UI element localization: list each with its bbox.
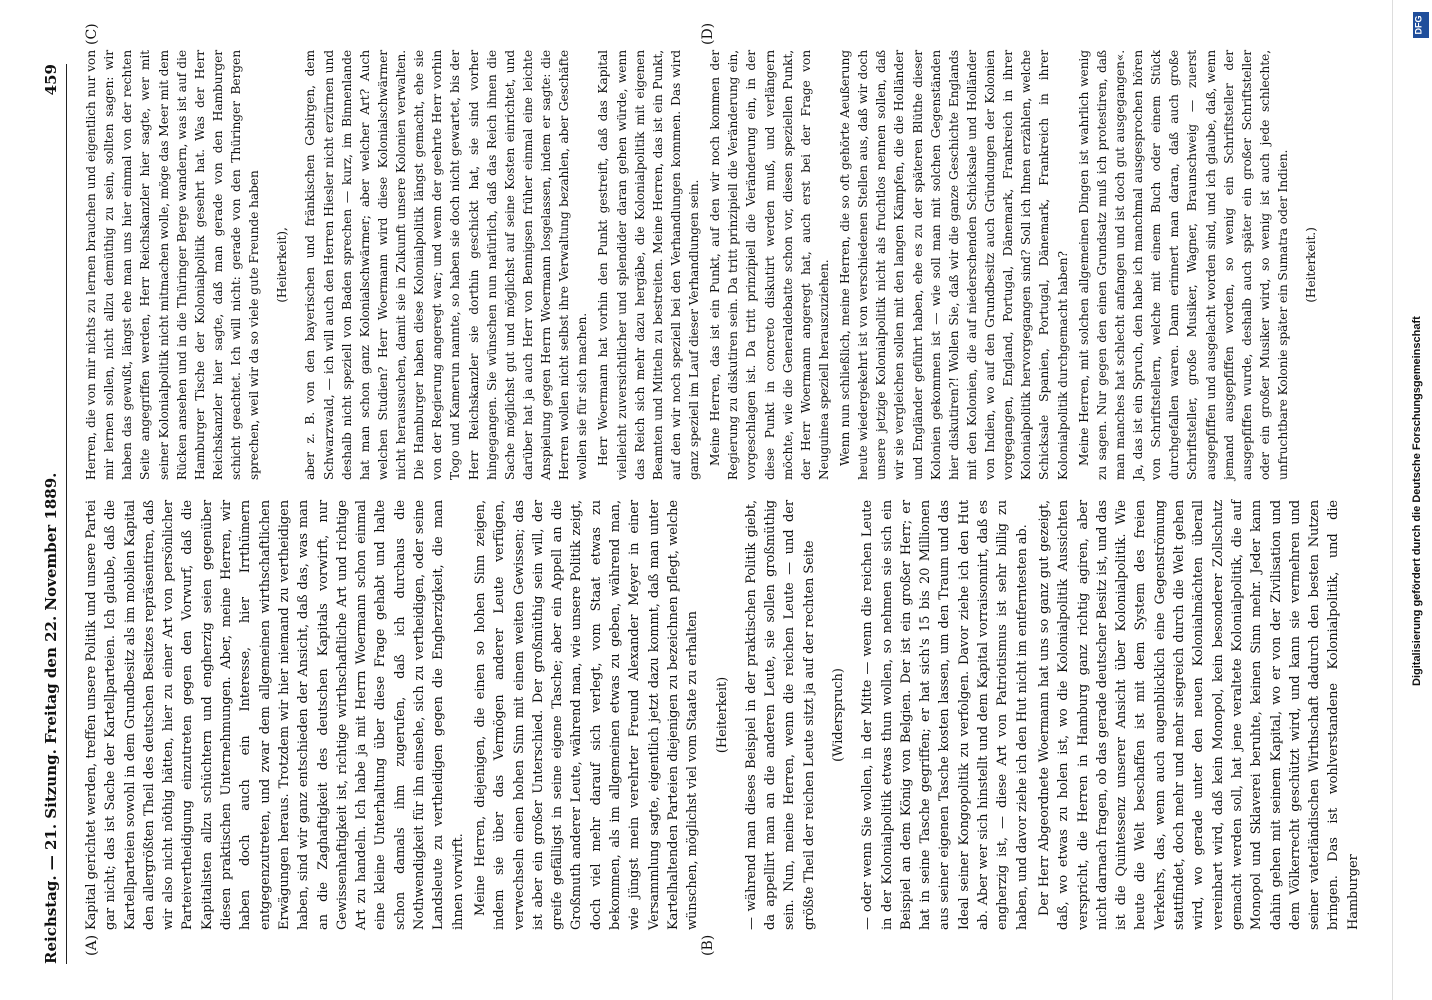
- page-header: [40, 64, 67, 964]
- margin-mark-a: (A): [84, 934, 100, 956]
- paragraph: Wenn nun schließlich, meine Herren, die so oft gehörte Aeußerung heute wiedergekehrt ist von verschiedenen Stellen aus, daß wir doch unsere jetzige Kolonialpolitik nicht als fruchtlos nennen sollen, daß wir sie vergleichen sollen mit den langen Kämpfen, die die Holländer und Engländer geführt haben, ehe es zu der späteren Blüthe dieser Kolonien gekommen ist — wie soll man mit solchen Gegenständen hier diskutiren?! Wollen Sie, daß wir die ganze Geschichte Englands mit den Kolonien, die auf niederschenden Schicksale und Holländer von Indien, wo auf den Grundbesitz auch Gründungen der Kolonien vorgegangen, England, Portugal, Dänemark, Frankreich in ihrer Kolonialpolitik hervorgegangen sind? Soll ich Ihnen erzählen, welche Schicksale Spanien, Portugal, Dänemark, Frankreich in ihrer Kolonialpolitik durchgemacht haben?: [838, 50, 1070, 480]
- paragraph: Meine Herren, diejenigen, die einen so hohen Sinn zeigen, indem sie über das Vermögen anderer Leute verfügen, verwechseln einen hohen Sinn mit einem weiten Gewissen; das ist aber ein großer Unterschied. Der großmüthig sein will, der greife gefälligst in seine eigene Tasche; aber ein Appell an die Großmuth anderer Leute, während man, wie unsere Politik zeigt, doch viel mehr darauf sich verlegt, vom Staat etwas zu bekommen, als im allgemeinen etwas zu geben, während man, wie jüngst mein verehrter Freund Alexander Meyer in einer Versammlung sagte, eigentlich jetzt dazu kommt, daß man unter Kartelhaltenden Parteien diejenigen zu bezeichnen pflegt, welche wünschen, möglichst viel vom Staate zu erhalten: [472, 500, 701, 930]
- dfg-logo: [1413, 12, 1429, 38]
- page-number: 459: [42, 64, 60, 96]
- paragraph: Herren, die von mir nichts zu lernen brauchen und eigentlich nur von mir lernen sollen, nicht allzu demüthig zu sein, sollten sagen: wir haben das gewußt, längst ehe man uns hier einmal von der rechten Seite angegriffen werden, Herr Reichskanzler hier sagte, wer mit seiner Kolonialpolitik nicht mitmachen wolle, möge das Meer mit dem Rücken ansehen und in die Thüringer Berge wandern, was ist auf die Hamburger Tische der Kolonialpolitik gesehrt hat. Was der Herr Reichskanzler hier sagte, daß man gerade von den Hamburger schicht geachtet. Ich will nicht: gerade von den Thüringer Bergen sprechen, weil wir da so viele gute Freunde haben: [84, 50, 262, 480]
- text-column-left: [82, 500, 1366, 930]
- paragraph: — oder wenn Sie wollen, in der Mitte — wenn die reichen Leute in der Kolonialpolitik etwas thun wollen, so nehmen sie sich ein Beispiel an dem König von Belgien. Der ist ein großer Herr; er hat in seine Tasche gegriffen; er hat sich's 15 bis 20 Millionen aus seiner eigenen Tasche kosten lassen, um den Traum und das Ideal seiner Kongopolitik zu verfolgen. Davor ziehe ich den Hut ab. Aber wer sich hinstellt und dem Kapital vorraisonnirt, daß es engherzig ist, — diese Art von Patriotismus ist sehr billig zu haben, und davor ziehe ich den Hut nicht im entferntesten ab.: [860, 500, 1030, 930]
- margin-mark-d: (D): [700, 22, 716, 45]
- paragraph: Meine Herren, das ist ein Punkt, auf den wir noch kommen der Regierung zu diskutiren sein. Da tritt prinzipiell die Veränderung ein, vorgeschlagen ist. Da tritt prinzipiell die Veränderung ein, in der diese Punkt in concreto diskutirt werden muß, und verlängern möchte, wie die Generaldebatte schon vor, diesen speziellen Punkt, der Herr Woermann angeregt hat, auch erst bei der Frage von Neuguinea speziell herauszuziehen.: [708, 50, 831, 480]
- paragraph: Kapital gerichtet werden, treffen unsere Politik und unsere Partei gar nicht; das ist Sache der Kartellparteien. Ich glaube, daß die Kartellparteien sowohl in dem Grundbesitz als im mobilen Kapital den allergrößten Theil des deutschen Besitzes repräsentiren, daß wir also nicht nöthig hätten, hier zu einer Art von persönlicher Parteivertheidigung einzutreten gegen den Vorwurf, daß die Kapitalisten allzu schüchtern und engherzig seien gegenüber diesen praktischen Unternehmungen. Aber, meine Herren, wir haben doch auch ein Interesse, hier Irrthümern entgegenzutreten, und zwar dem allgemeinen wirthschaftlichen Erwägungen heraus. Trotzdem wir hier niemand zu vertheidigen haben, sind wir ganz entschieden der Ansicht, daß das, was man an die Zaghaftigkeit des deutschen Kapitals vorwirft, nur Gewissenhaftigkeit ist, richtige wirthschaftliche Art und richtige Art zu handeln. Ich habe ja mit Herrn Woermann schon einmal eine kleine Unterhaltung über diese Frage gehabt und halte schon damals ihm zugerufen, daß ich durchaus die Nothwendigkeit für ihn einsehe, sich zu vertheidigen, oder seine Landsleute zu vertheidigen gegen die Engherzigkeit, die man ihnen vorwirft.: [84, 500, 466, 930]
- digitization-credit: [1397, 300, 1431, 700]
- credit-text: Digitalisierung gefördert durch die Deutsche Forschungsgemeinschaft: [1411, 316, 1423, 686]
- text-column-right: [82, 50, 1330, 480]
- paragraph: Der Herr Abgeordnete Woermann hat uns so ganz gut gezeigt, daß, wo etwas zu holen ist, wo die Kolonialpolitik Aussichten verspricht, die Herren in Hamburg ganz richtig agiren, aber nicht darnach fragen, ob das gerade deutscher Besitz ist, und das ist die Quintessenz unserer Ansicht über Kolonialpolitik. Wie heute die Welt beschaffen ist mit dem System des freien Verkehrs, das, wenn auch augenblicklich eine Gegenströmung stattfindet, doch mehr und mehr siegreich durch die Welt gehen wird, wo gerade unter den neuen Kolonialmächten überall vereinbart wird, daß kein Monopol, kein besonderer Zollschutz gemacht werden soll, hat jene veraltete Kolonialpolitik, die auf Monopol und Sklaverei beruhte, keinen Sinn mehr. Jeder kann dahin gehen mit seinem Kapital, wo er von der Zivilisation und dem Völkerrecht geschützt wird, und kann sie vermehren und seiner vaterländischen Wirthschaft dadurch den besten Nutzen bringen. Das ist wohlverstandene Kolonialpolitik, und die Hamburger: [1036, 500, 1361, 930]
- margin-mark-c: (C): [84, 23, 100, 45]
- paragraph: aber z. B. von den bayerischen und fränkischen Gebirgen, dem Schwarzwald, — ich will auch den Herren Hiesler nicht erzürnen und deshalb nicht speziell von Baden sprechen — kurz, im Binnenlande hat man schon ganz Kolonialschwärmer; aber welcher Art? Auch welchen Studien? Herr Woermann wird diese Kolonialschwärmer nicht heraussuchen, damit sie in Zukunft unsere Kolonien verwalten. Die Hamburger haben diese Kolonialpolitik längst gemacht, ehe sie von der Regierung angeregt war; und wenn der geehrte Herr vorhin Togo und Kamerun nannte, so haben sie doch nicht gewartet, bis der Herr Reichskanzler sie dorthin geschickt hat, sie sind vorher hingegangen. Sie wünschen nun natürlich, daß das Reich ihnen die Sache möglichst gut und möglichst auf seine Kosten einrichtet, und darüber hat ja auch Herr von Bennigsen früher einmal eine leichte Anspielung gegen Herrn Woermann losgelassen, indem er sagte: die Herren wollen nicht selbst ihre Verwaltung bezahlen, aber Geschäfte wollen sie für sich machen.: [303, 50, 590, 480]
- interjection: (Heiterkeit),: [275, 227, 290, 303]
- interjection: (Heiterkeit): [714, 676, 730, 754]
- paragraph: Herr Woermann hat vorhin den Punkt gestreift, daß das Kapital vielleicht zuversichtlicher und splendider daran gehen würde, wenn das Reich sich mehr dazu hergäbe, die Kolonialpolitik mit eigenen Beamten und Mitteln zu bestreiten. Meine Herren, das ist ein Punkt, auf den wir noch speziell bei den Verhandlungen kommen. Das wird ganz speziell im Lauf dieser Verhandlungen sein.: [596, 50, 701, 480]
- paragraph: Meine Herren, mit solchen allgemeinen Dingen ist wahrlich wenig zu sagen. Nur gegen den einen Grundsatz muß ich protestiren, daß man manches hat schlecht anfangen und ist doch gut ausgegangen«. Ja, das ist ein Spruch, den habe ich manchmal ausgesprochen hören von Schriftstellern, welche mit einem Buch oder einem Stück durchgefallen waren. Dann erinnert man daran, daß auch große Schriftsteller, große Musiker, Wagner, Braunschweig — zuerst ausgepfiffen und ausgelacht worden sind, und ich glaube, daß, wenn jemand ausgepfiffen worden, so wenig ein Schriftsteller der ausgepfiffen wurde, deshalb auch später ein großer Schriftsteller oder ein großer Musiker wird, so wenig ist auch jede schlechte, unfruchtbare Kolonie später ein Sumatra oder Indien.: [1076, 50, 1290, 480]
- scan-edge-line: [1392, 0, 1393, 1000]
- logo-text: DFG: [1413, 15, 1424, 35]
- running-title: Reichstag. — 21. Sitzung. Freitag den 22. November 1889.: [42, 472, 60, 964]
- margin-mark-b: (B): [700, 934, 716, 956]
- paragraph: — während man dieses Beispiel in der praktischen Politik giebt, da appellirt man an die anderen Leute, sie sollen großmüthig sein. Nun, meine Herren, wenn die reichen Leute — und der größte Theil der reichen Leute sitzt ja auf der rechten Seite: [743, 500, 817, 930]
- interjection: (Widerspruch): [830, 668, 846, 762]
- interjection: (Heiterkeit.): [1304, 227, 1319, 303]
